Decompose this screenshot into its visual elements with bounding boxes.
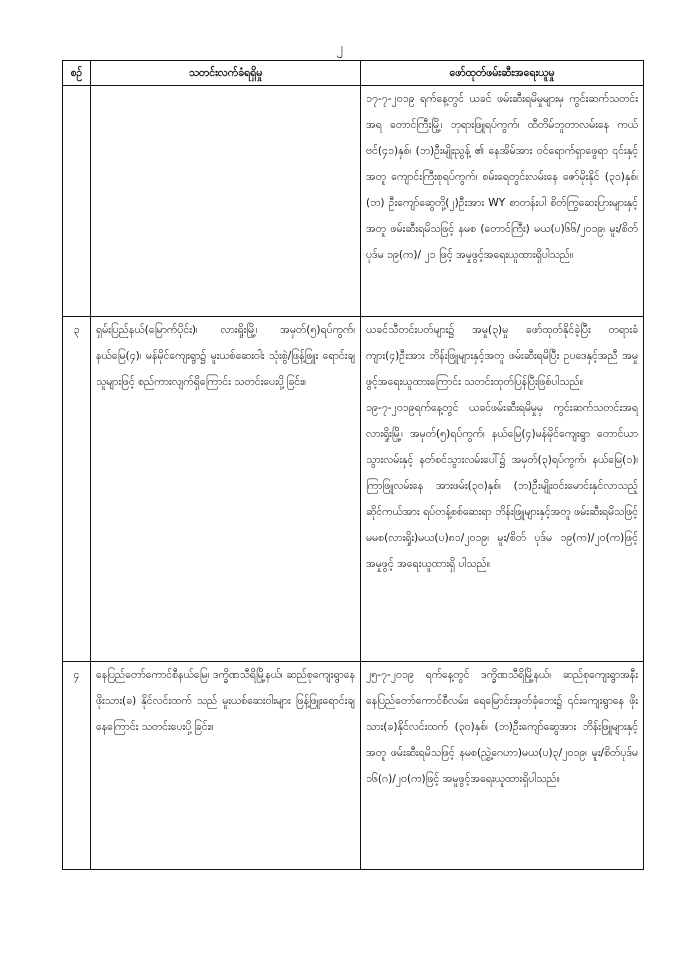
row-action-taken: [361, 86, 644, 317]
table-row: [63, 662, 644, 870]
action-paragraph: ယခင်သီတင်းပတ်များ၌ အမှု(၃)မှု ဖော်ထုတ်နိုင်ခဲ့ပြီး တရားခံ ကျား(၄)ဦးအား ဘိန်းဖြူများနှင့်အတူ ဖမ်းဆီးရမိပြီး ဥပဒေနှင့်အညီ အမှုဖွင့်အရေးယူထားကြောင်း သတင်းထုတ်ပြန်ပြီးဖြစ်ပါသည်။: [366, 324, 638, 388]
table-row: [63, 86, 644, 317]
row-serial: ၃: [63, 317, 91, 662]
row-information-received: နေပြည်တော်ကောင်စီနယ်မြေ၊ ဒက္ခိဏသီရိမြို့နယ်၊ ဆည်စုကျေးရွာနေ ဖိုးသား(ခ) နိုင်လင်းထက် သည် မူးယစ်ဆေးဝါးများ ဖြန့်ဖြူးရောင်းချနေကြောင်း သတင်းပေးပို့ခြင်း။: [91, 662, 361, 870]
table-header-row: [63, 61, 644, 86]
header-action-taken: ဖော်ထုတ်ဖမ်းဆီးအရေးယူမှု: [361, 61, 644, 86]
row-information-received: ရှမ်းပြည်နယ်(မြောက်ပိုင်း)၊ လားရှိုးမြို့၊ အမှတ်(၅)ရပ်ကွက်၊ နယ်မြေ(၄)၊ မန်မိုင်ကျေးရွာ၌ မူးယစ်ဆေးဝါး သုံးစွဲ/ဖြန့်ဖြူး ရောင်းချသူများဖြင့် စည်ကားလျက်ရှိကြောင်း သတင်းပေးပို့ခြင်း။: [91, 317, 361, 662]
row-action-taken: [361, 317, 644, 662]
table-row: [63, 317, 644, 662]
page-number: ၂: [336, 41, 343, 56]
action-paragraph: ၁၉-၇-၂၀၁၉ရက်နေ့တွင် ယခင်ဖမ်းဆီးရမိမှုမှ ကွင်းဆက်သတင်းအရ လားရှိုးမြို့၊ အမှတ်(၅)ရပ်ကွက်၊ နယ်မြေ(၄)မန်မိုင်ကျေးရွာ တောင်ယာသွားလမ်းနှင့် နတ်စင်သွားလမ်းပေါ်၌ အမှတ်(၃)ရပ်ကွက်၊ နယ်မြေ(၁)၊ ကြာဖြူလမ်းနေ အားဖမ်း(၃၀)နှစ်၊ (ဘ)ဦးမျိုးဝင်းမောင်းနှင်လာသည့် ဆိုင်ကယ်အား ရပ်တန့်စစ်ဆေးရာ ဘိန်းဖြူများနှင့်အတူ ဖမ်းဆီးရမိသဖြင့် မမစ(လားရှိုး)မယ(ပ)၈၁/၂၀၁၉၊ မူး/စိတ် ပုဒ်မ ၁၉(က)/၂၀(က)ဖြင့် အမှုဖွင့် အရေးယူထားရှိ ပါသည်။: [366, 402, 638, 570]
action-paragraph: ၂၅-၇-၂၀၁၉ ရက်နေ့တွင် ဒက္ခိဏသီရိမြို့နယ်၊ ဆည်စုကျေးရွာအနီး နေပြည်တော်ကောင်စီလမ်း၊ ရေမြောင်းအုတ်ခုံဘေး၌ ၎င်းကျေးရွာနေ ဖိုးသား(ခ)နိုင်လင်းထက် (၃၀)နှစ်၊ (ဘ)ဦးကျော်ဆွေအား ဘိန်းဖြူများနှင့်အတူ ဖမ်းဆီးရမိသဖြင့် နမစ(ညွှဲ့ဂေဟာ)မယ(ပ)၃/၂၀၁၉၊ မူး/စိတ်ပုဒ်မ ၁၆(ဂ)/၂၀(က)ဖြင့် အမှုဖွင့်အရေးယူထားရှိပါသည်။: [366, 669, 638, 785]
header-information-received: သတင်းလက်ခံရရှိမှု: [91, 61, 361, 86]
row-action-taken: [361, 662, 644, 870]
header-serial: စဉ်: [63, 61, 91, 86]
action-paragraph: ၁၇-၇-၂၀၁၉ ရက်နေ့တွင် ယခင် ဖမ်းဆီးရမိမှုများမှ ကွင်းဆက်သတင်းအရ တောင်ကြီးမြို့၊ ဘုရားဖြူရပ်ကွက်၊ ထီတိမ်ဘူတာလမ်းနေ ကယ်ဗင်(၄၁)နှစ်၊ (ဘ)ဦးမျိုးညွန့် ၏ နေအိမ်အား ဝင်ရောက်ရှာဖွေရာ ၎င်းနှင့်အတူ ကျောင်းကြီးစုရပ်ကွက်၊ စမ်းရေတွင်းလမ်းနေ ဇော်မိုးနိုင် (၃၁)နှစ်၊ (ဘ) ဦးကျော်ဆွေတို့(၂)ဦးအား WY စာတန်းပါ စိတ်ကြွဆေးပြားများနှင့်အတူ ဖမ်းဆီးရမိသဖြင့် နမစ (တောင်ကြီး) မယ(ပ)၆၆/၂၀၁၉၊ မူး/စိတ်ပုဒ်မ ၁၉(က)/ ၂၁ ဖြင့် အမှုဖွင့်အရေးယူထားရှိပါသည်။: [366, 93, 638, 261]
row-serial: [63, 86, 91, 317]
report-table: [62, 60, 644, 870]
row-information-received: [91, 86, 361, 317]
row-serial: ၄: [63, 662, 91, 870]
